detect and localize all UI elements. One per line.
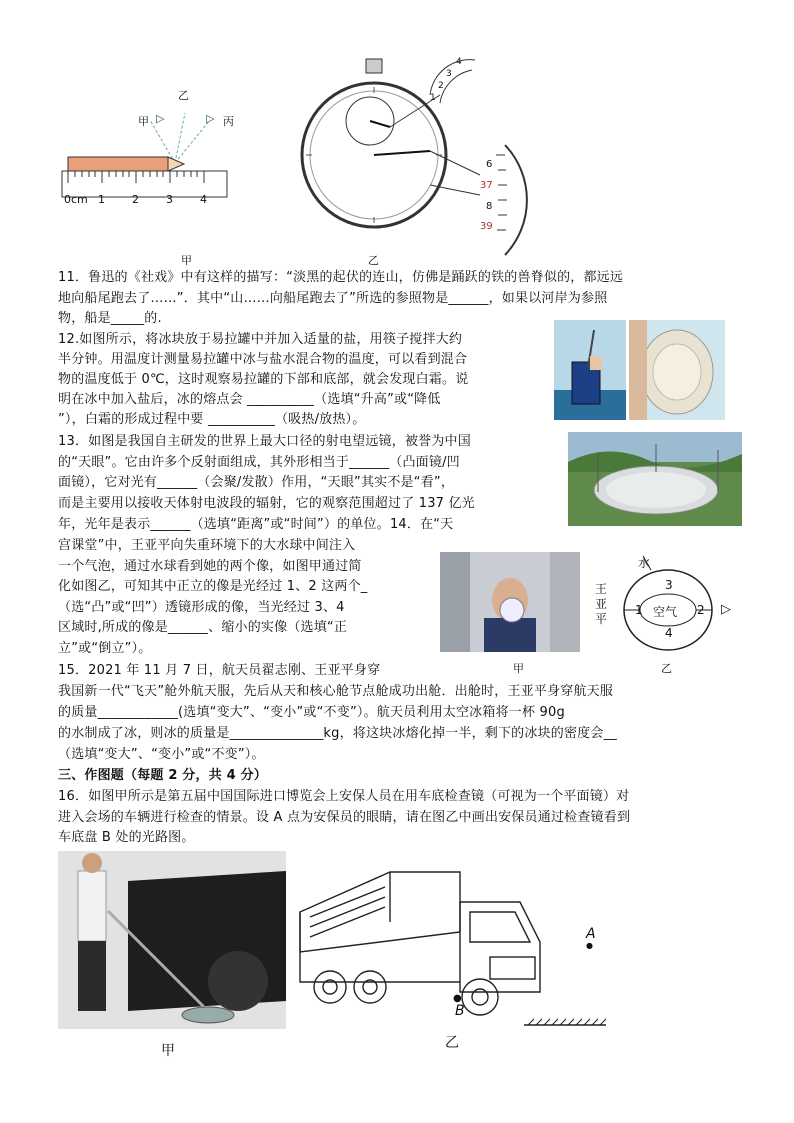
q13-line: 13．如图是我国自主研发的世界上最大口径的射电望远镜，被誉为中国 — [58, 434, 471, 449]
region-2: 2 — [697, 603, 705, 617]
region-3: 3 — [665, 578, 673, 592]
ruler-tick: 2 — [132, 193, 139, 206]
telescope-photo — [568, 432, 742, 526]
q14-line: 宫课堂”中，王亚平向失重环境下的大水球中间注入 — [58, 538, 356, 553]
q14-line: （选“凸”或“凹”）透镜形成的像，当光经过 3、4 — [58, 600, 345, 615]
point-b-label: B — [455, 1003, 465, 1019]
min-scale-label: 2 — [438, 81, 444, 91]
ruler-unit: 0cm — [64, 193, 88, 206]
can-photo-1 — [554, 320, 626, 420]
region-1: 1 — [635, 603, 643, 617]
eye-label-jia: 甲 — [138, 115, 149, 128]
q14-line: 区域时,所成的像是______、缩小的实像（选填“正 — [58, 620, 348, 635]
q15-line: 的水制成了冰，则冰的质量是______________kg，将这块冰熔化掉一半，剩下的冰块的密度会__ — [58, 726, 617, 741]
sec-scale-label: 8 — [486, 201, 493, 212]
ground-line — [522, 1014, 608, 1028]
eye-icon: ▷ — [206, 112, 215, 125]
sec-scale-label: 37 — [480, 180, 493, 191]
q16-caption-b: 乙 — [445, 1035, 459, 1051]
eye-label-bing: 丙 — [223, 115, 234, 128]
q11-line: 物，船是_____的. — [58, 311, 162, 326]
point-a-label: A — [586, 926, 596, 942]
q15-line: 我国新一代“飞天”舱外航天服，先后从天和核心舱节点舱成功出舱．出舱时，王亚平身穿航天服 — [58, 684, 614, 699]
q11-line: 11．鲁迅的《社戏》中有这样的描写：“淡黑的起伏的连山，仿佛是踊跃的铁的兽脊似的，都远远 — [58, 270, 624, 285]
top-caption-right: 乙 — [368, 254, 379, 267]
point-a-marker: ● — [586, 941, 593, 950]
q12-line: 半分钟。用温度计测量易拉罐中冰与盐水混合物的温度，可以看到混合 — [58, 352, 468, 367]
eye-icon: ▷ — [721, 602, 731, 617]
inspection-photo — [58, 851, 286, 1029]
astronaut-photo — [440, 552, 580, 652]
min-scale-label: 4 — [456, 57, 462, 67]
q16-line: 车底盘 B 处的光路图。 — [58, 830, 195, 845]
q13-line: 的“天眼”。它由许多个反射面组成，其外形相当于______（凸面镜/凹 — [58, 455, 460, 470]
q14-caption-a: 甲 — [513, 662, 524, 675]
ruler-tick: 1 — [98, 193, 105, 206]
q15-line: 15．2021 年 11 月 7 日，航天员翟志刚、王亚平身穿 — [58, 663, 381, 678]
q12-line: 12.如图所示，将冰块放于易拉罐中并加入适量的盐，用筷子搅拌大约 — [58, 332, 463, 347]
q14-line: 一个气泡，通过水球看到她的两个像，如图甲通过简 — [58, 559, 362, 574]
ruler-tick: 3 — [166, 193, 173, 206]
min-scale-label: 3 — [446, 69, 452, 79]
ruler-tick: 4 — [200, 193, 207, 206]
q16-line: 16．如图甲所示是第五届中国国际进口博览会上安保人员在用车底检查镜（可视为一个平面镜）对 — [58, 789, 630, 804]
q16-line: 进入会场的车辆进行检查的情景。设 A 点为安保员的眼睛，请在图乙中画出安保员通过检查镜看到 — [58, 810, 631, 825]
q14-line: 化如图乙，可知其中正立的像是光经过 1、2 这两个_ — [58, 579, 368, 594]
sec-scale-label: 39 — [480, 221, 493, 232]
q15-line: 的质量____________(选填“变大”、“变小”或“不变”）。航天员利用太空冰箱将一杯 90g — [58, 705, 565, 720]
person-label: 王亚平 — [595, 582, 608, 626]
sec-scale-label: 6 — [486, 159, 493, 170]
q16-caption-a: 甲 — [161, 1043, 175, 1059]
q12-line: ”），白霜的形成过程中要 __________（吸热/放热）。 — [58, 412, 366, 427]
q13-line: 年，光年是表示______（选填“距离”或“时间”）的单位。14．在“天 — [58, 517, 454, 532]
q13-line: 面镜），它对光有______（会聚/发散）作用，“天眼”其实不是“看”， — [58, 475, 455, 490]
top-caption-left: 甲 — [181, 254, 192, 267]
air-label: 空气 — [653, 605, 678, 619]
q13-line: 而是主要用以接收天体射电波段的辐射，它的观察范围超过了 137 亿光 — [58, 496, 475, 511]
q12-line: 明在冰中加入盐后，冰的熔点会 __________（选填“升高”或“降低 — [58, 392, 441, 407]
eye-label-yi: 乙 — [178, 89, 189, 102]
water-ball-diagram — [593, 552, 743, 657]
q11-line: 地向船尾跑去了……”．其中“山……向船尾跑去了”所选的参照物是______，如果以河岸为参照 — [58, 291, 608, 306]
q12-line: 物的温度低于 0℃，这时观察易拉罐的下部和底部，就会发现白霜。说 — [58, 372, 469, 387]
stopwatch-figure — [300, 55, 530, 260]
point-b-marker: ● — [453, 993, 462, 1004]
q14-caption-b: 乙 — [661, 662, 672, 675]
region-4: 4 — [665, 626, 673, 640]
min-scale-label: 1 — [430, 93, 436, 103]
q15-line: （选填“变大”、“变小”或“不变”）。 — [58, 747, 265, 762]
q14-line: 立”或“倒立”）。 — [58, 641, 152, 656]
can-photo-2 — [629, 320, 725, 420]
eye-icon: ▷ — [156, 112, 165, 125]
water-label: 水 — [638, 556, 651, 570]
truck-drawing — [290, 862, 550, 1024]
ruler-figure — [60, 85, 240, 215]
section-title: 三、作图题（每题 2 分，共 4 分） — [58, 768, 267, 783]
